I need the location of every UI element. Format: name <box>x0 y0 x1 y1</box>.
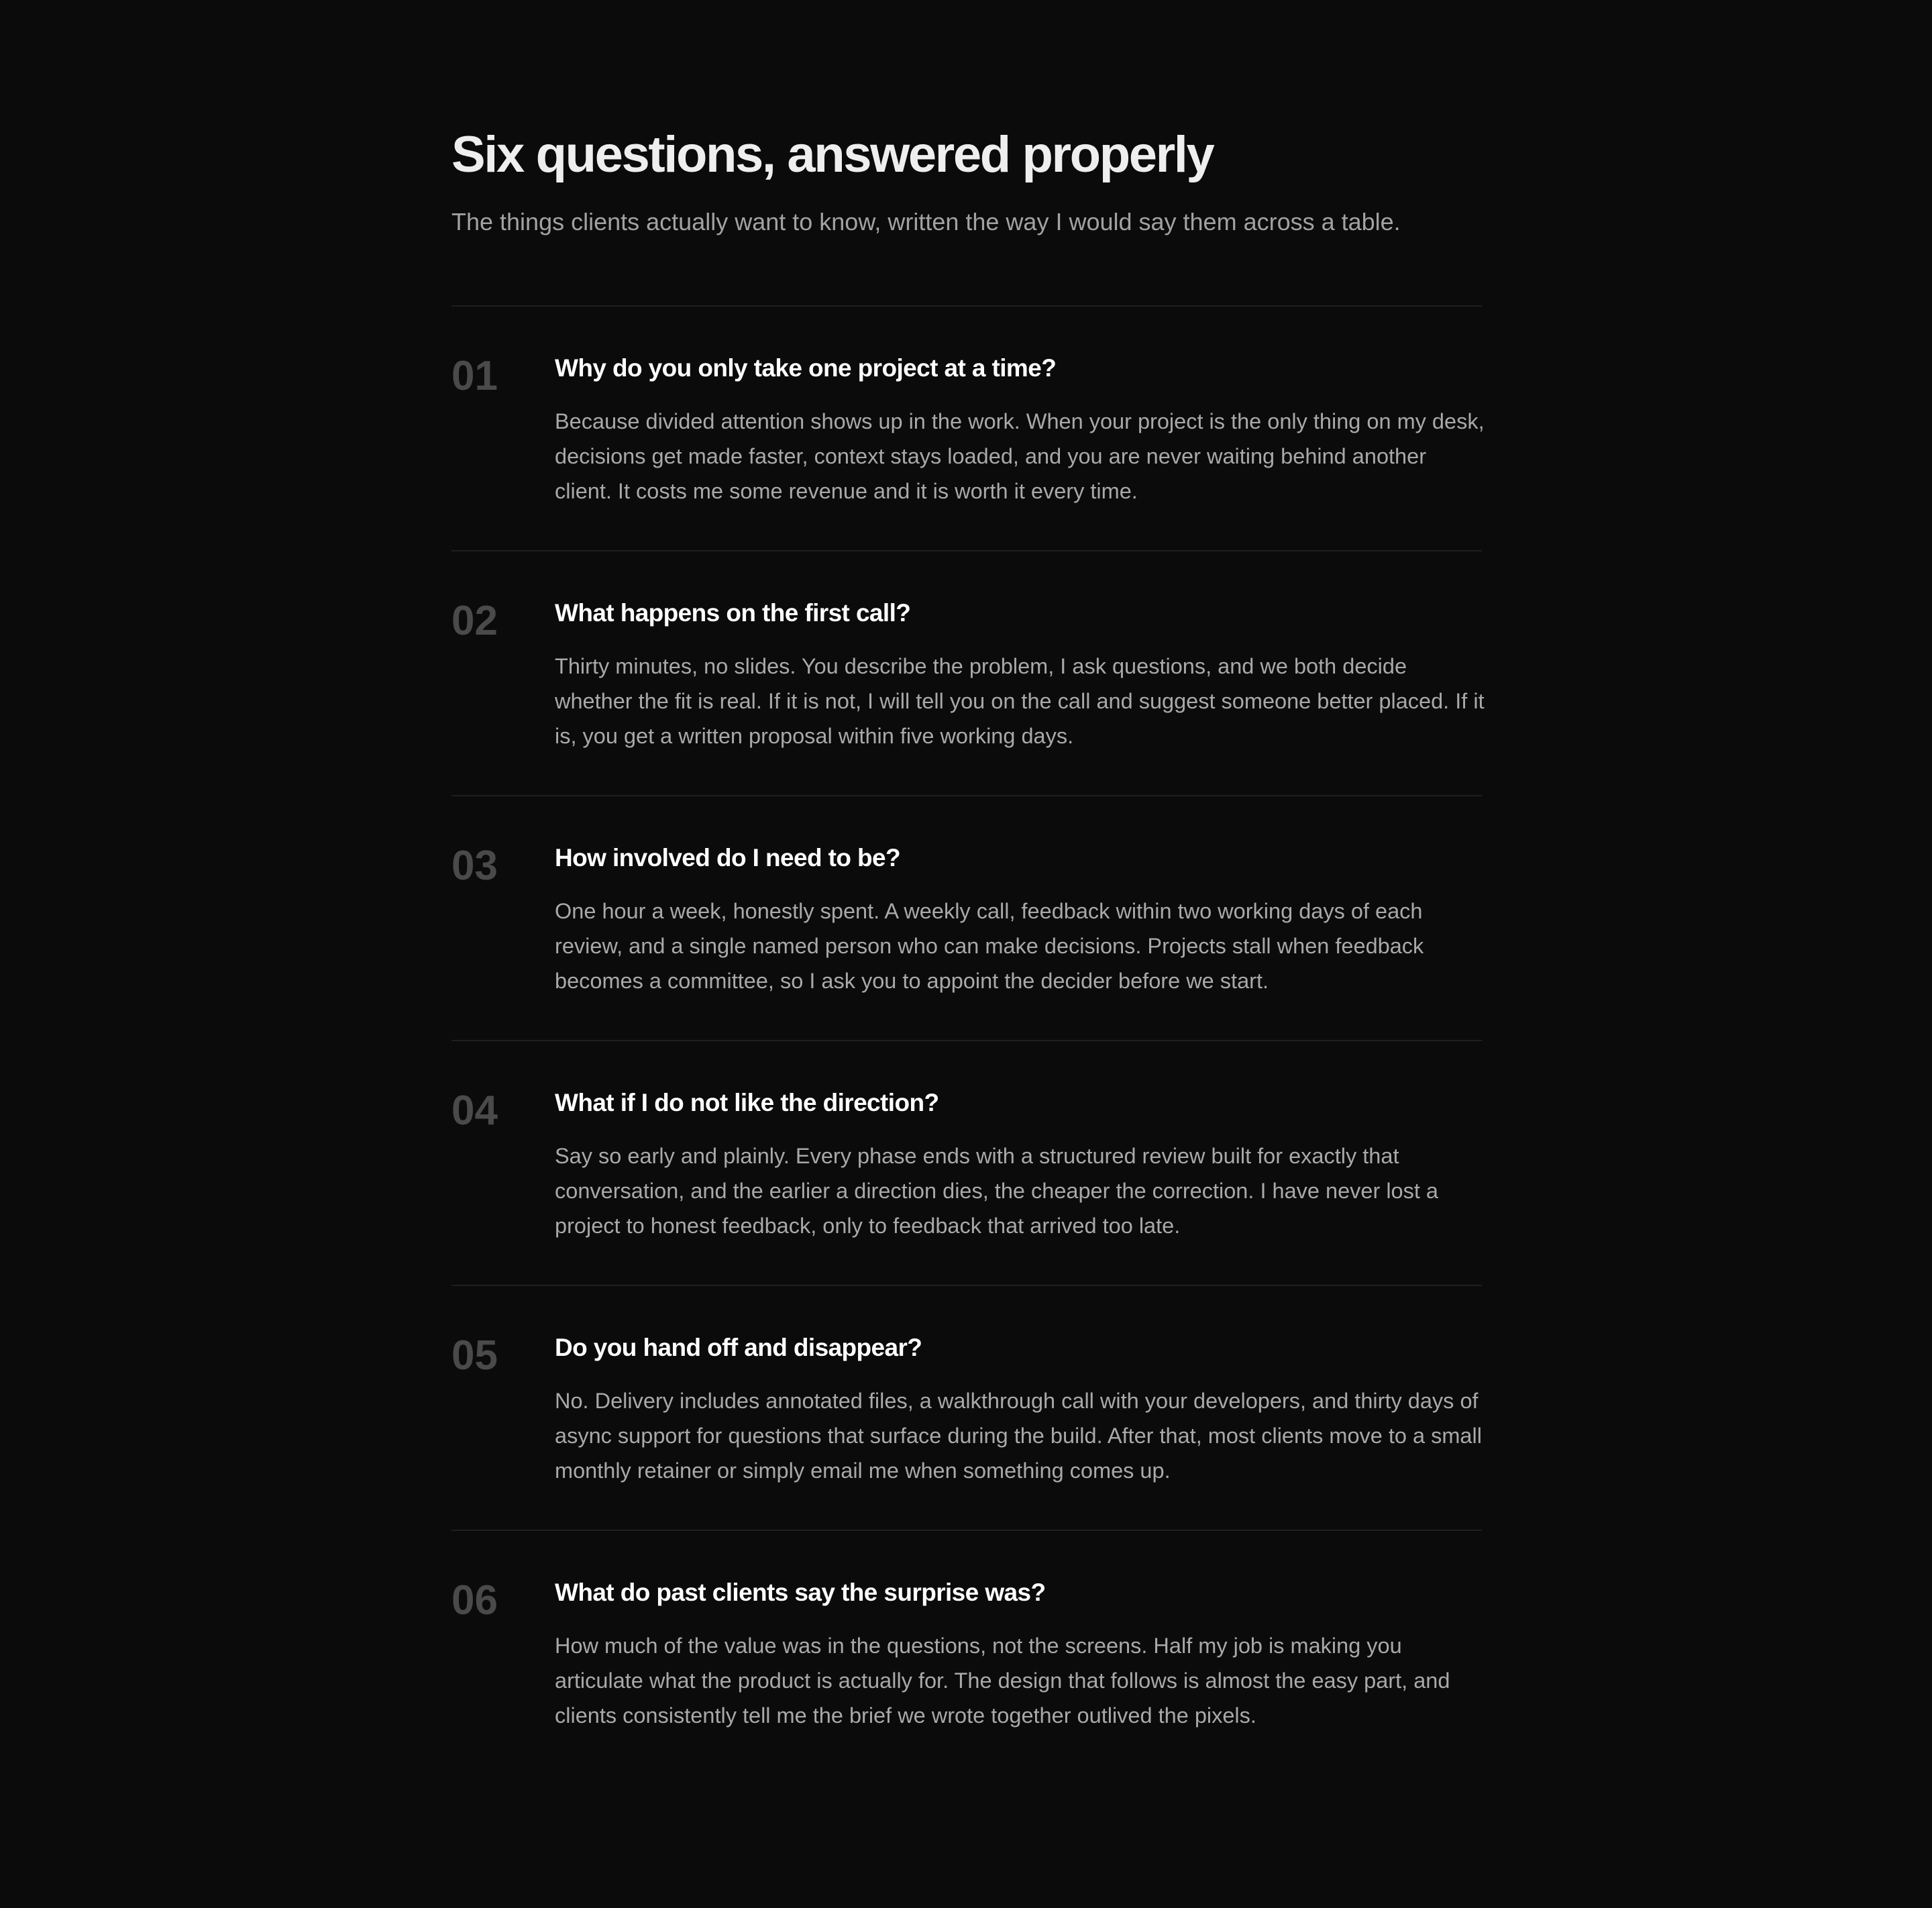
faq-answer: No. Delivery includes annotated files, a walkthrough call with your developers, and thirty days of async support for questions that surface during the build. After that, most clients move to a small monthly retainer or simply email me when something comes up. <box>555 1389 1482 1483</box>
faq-question: What if I do not like the direction? <box>555 1089 939 1116</box>
faq-number: 06 <box>451 1577 498 1624</box>
faq-answer: Thirty minutes, no slides. You describe the problem, I ask questions, and we both decide whether the fit is real. If it is not, I will tell you on the call and suggest someone better placed. If it is, you get a written proposal within five working days. <box>555 654 1485 748</box>
faq-item <box>451 1530 1482 1751</box>
faq-question: What do past clients say the surprise was? <box>555 1579 1046 1606</box>
faq-list <box>451 305 1485 1751</box>
faq-number: 05 <box>451 1332 498 1379</box>
faq-number: 01 <box>451 353 498 399</box>
page-title: Six questions, answered properly <box>451 126 1214 183</box>
faq-item <box>451 305 1485 550</box>
page-subtitle: The things clients actually want to know, written the way I would say them across a table. <box>451 208 1401 235</box>
faq-item <box>451 1285 1482 1530</box>
faq-number: 04 <box>451 1088 498 1134</box>
faq-question: What happens on the first call? <box>555 599 911 627</box>
faq-item <box>451 795 1482 1040</box>
faq-number: 03 <box>451 843 498 889</box>
faq-question: Why do you only take one project at a time? <box>555 354 1057 382</box>
faq-answer: How much of the value was in the questions, not the screens. Half my job is making you articulate what the product is actually for. The design that follows is almost the easy part, and clients consistently tell me the brief we wrote together outlived the pixels. <box>555 1634 1450 1728</box>
faq-question: Do you hand off and disappear? <box>555 1334 922 1361</box>
faq-answer: One hour a week, honestly spent. A weekly call, feedback within two working days of each review, and a single named person who can make decisions. Projects stall when feedback becomes a committee, so I ask you to appoint the decider before we start. <box>555 899 1424 993</box>
faq-number: 02 <box>451 598 498 644</box>
faq-item <box>451 1040 1482 1285</box>
faq-answer: Because divided attention shows up in the work. When your project is the only thing on my desk, decisions get made faster, context stays loaded, and you are never waiting behind another client. It costs me some revenue and it is worth it every time. <box>555 409 1485 503</box>
faq-answer: Say so early and plainly. Every phase ends with a structured review built for exactly that conversation, and the earlier a direction dies, the cheaper the correction. I have never lost a project to honest feedback, only to feedback that arrived too late. <box>555 1144 1439 1238</box>
faq-item <box>451 550 1485 795</box>
faq-question: How involved do I need to be? <box>555 844 901 871</box>
